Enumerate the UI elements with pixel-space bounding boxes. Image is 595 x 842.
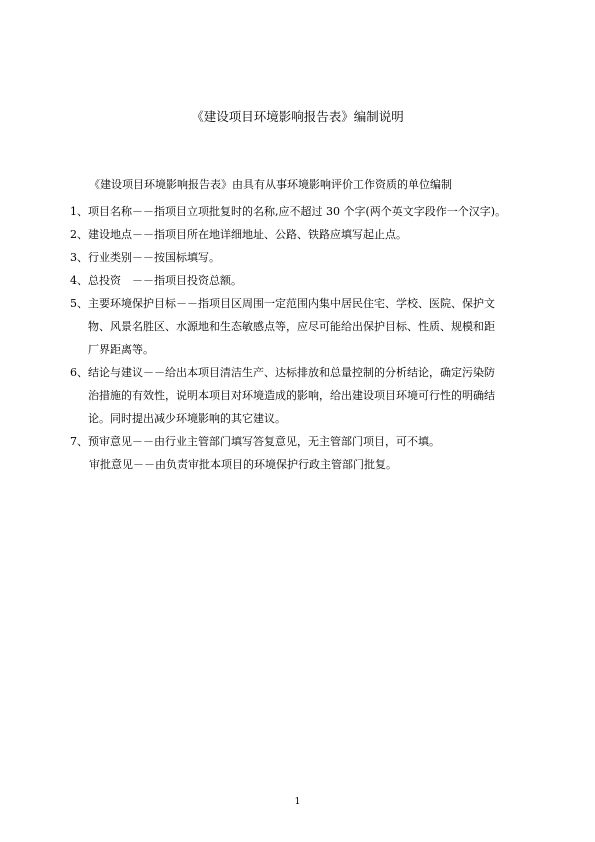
list-item-text: 建设地点－－指项目所在地详细地址、公路、铁路应填写起止点。	[88, 228, 407, 241]
list-item-number: 3、	[70, 251, 88, 264]
list-item-text: 项目名称－－指项目立项批复时的名称,应不超过 30 个字(两个英文字段作一个汉字)。	[88, 205, 507, 218]
approval-note: 审批意见－－由负责审批本项目的环境保护行政主管部门批复。	[89, 458, 397, 471]
page-title: 《建设项目环境影响报告表》编制说明	[191, 109, 404, 124]
list-item-number: 6、	[70, 366, 88, 379]
list-item-number: 2、	[70, 228, 88, 241]
list-item-text: 结论与建议－－给出本项目清洁生产、达标排放和总量控制的分析结论，确定污染防	[88, 366, 495, 379]
list-item-number: 4、	[70, 274, 88, 287]
list-item-text: 总投资 －－指项目投资总额。	[88, 274, 242, 287]
list-item-text: 厂界距离等。	[88, 343, 154, 356]
list-item-text: 行业类别－－按国标填写。	[88, 251, 220, 264]
list-item-text: 预审意见－－由行业主管部门填写答复意见，无主管部门项目，可不填。	[88, 435, 440, 448]
intro-paragraph: 《建设项目环境影响报告表》由具有从事环境影响评价工作资质的单位编制	[89, 178, 452, 191]
page-number: 1	[294, 797, 301, 807]
list-item-text: 论。同时提出减少环境影响的其它建议。	[88, 412, 286, 425]
list-item-text: 治措施的有效性，说明本项目对环境造成的影响，给出建设项目环境可行性的明确结	[88, 389, 495, 402]
list-item-number: 5、	[70, 297, 88, 310]
list-item-text: 主要环境保护目标－－指项目区周围一定范围内集中居民住宅、学校、医院、保护文	[88, 297, 495, 310]
list-item-text: 物、风景名胜区、水源地和生态敏感点等，应尽可能给出保护目标、性质、规模和距	[88, 320, 495, 333]
list-item-number: 7、	[70, 435, 88, 448]
list-item-number: 1、	[70, 205, 88, 218]
